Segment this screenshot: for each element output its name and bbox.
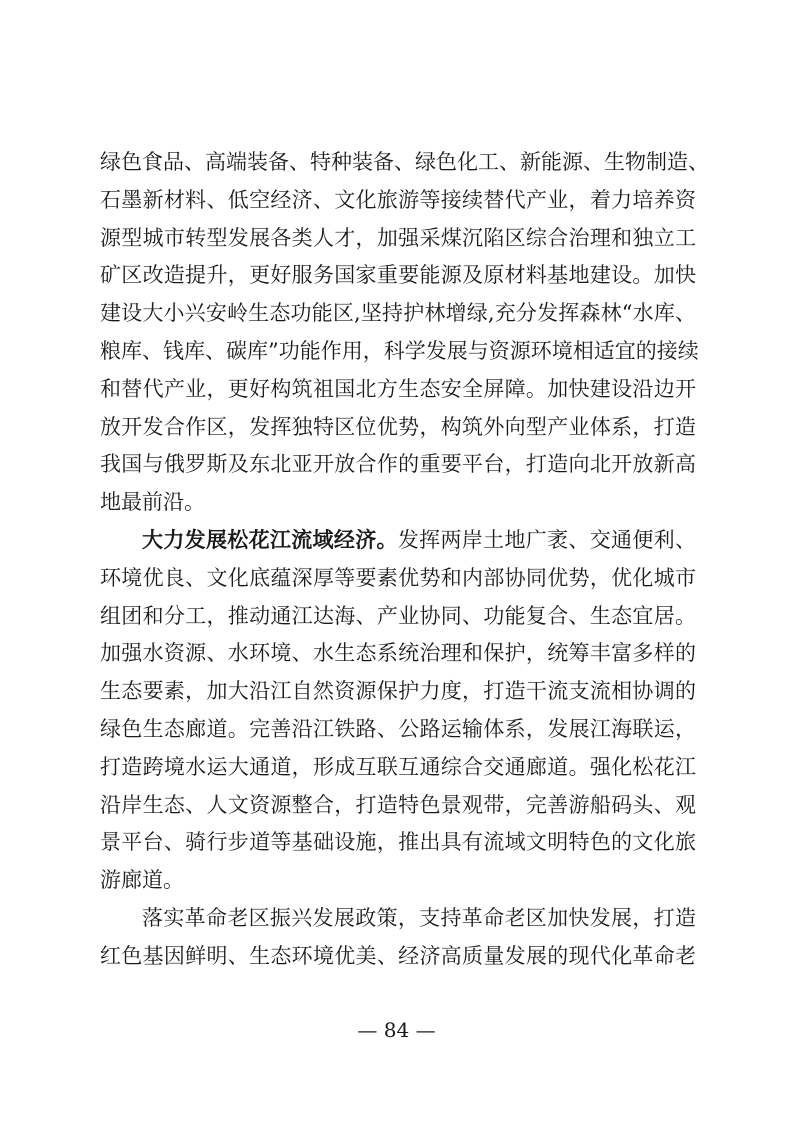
text-line: 地最前沿。 xyxy=(100,490,205,515)
text-line: 打造跨境水运大通道，形成互联互通综合交通廊道。强化松花江 xyxy=(100,754,696,779)
text-line: 沿岸生态、人文资源整合，打造特色景观带，完善游船码头、观 xyxy=(100,792,696,817)
text-line: 生态要素，加大沿江自然资源保护力度，打造干流支流相协调的 xyxy=(100,679,696,704)
text-line: 石墨新材料、低空经济、文化旅游等接续替代产业，着力培养资 xyxy=(100,187,696,212)
text-line: 放开发合作区，发挥独特区位优势，构筑外向型产业体系，打造 xyxy=(100,414,696,439)
text-line: 矿区改造提升，更好服务国家重要能源及原材料基地建设。加快 xyxy=(100,263,696,288)
text-line-rest: 发挥两岸土地广袤、交通便利、 xyxy=(397,527,697,552)
text-line: 组团和分工，推动通江达海、产业协同、功能复合、生态宜居。 xyxy=(100,603,696,628)
text-line: 景平台、骑行步道等基础设施，推出具有流域文明特色的文化旅 xyxy=(100,830,696,855)
text-line: 建设大小兴安岭生态功能区,坚持护林增绿,充分发挥森林“水库、 xyxy=(100,301,696,326)
paragraph-1 xyxy=(100,144,709,522)
text-line: 和替代产业，更好构筑祖国北方生态安全屏障。加快建设沿边开 xyxy=(100,376,696,401)
paragraph-2 xyxy=(100,522,696,900)
text-line xyxy=(100,522,696,560)
text-line: 粮库、钱库、碳库”功能作用，科学发展与资源环境相适宜的接续 xyxy=(100,338,699,363)
text-line: 落实革命老区振兴发展政策，支持革命老区加快发展，打造 xyxy=(142,905,696,930)
text-line: 红色基因鲜明、生态环境优美、经济高质量发展的现代化革命老 xyxy=(100,943,696,968)
text-line: 加强水资源、水环境、水生态系统治理和保护，统筹丰富多样的 xyxy=(100,641,696,666)
text-line: 绿色食品、高端装备、特种装备、绿色化工、新能源、生物制造、 xyxy=(100,150,709,174)
body-text xyxy=(100,144,709,976)
paragraph-3 xyxy=(100,900,696,976)
page-number: — 84 — xyxy=(357,1018,436,1042)
paragraph-lead-heading: 大力发展松花江流域经济。 xyxy=(142,527,398,552)
text-line: 源型城市转型发展各类人才，加强采煤沉陷区综合治理和独立工 xyxy=(100,225,696,250)
text-line: 我国与俄罗斯及东北亚开放合作的重要平台，打造向北开放新高 xyxy=(100,452,696,477)
text-line: 绿色生态廊道。完善沿江铁路、公路运输体系，发展江海联运， xyxy=(100,716,696,741)
text-line: 游廊道。 xyxy=(100,868,184,893)
text-line: 环境优良、文化底蕴深厚等要素优势和内部协同优势，优化城市 xyxy=(100,565,696,590)
